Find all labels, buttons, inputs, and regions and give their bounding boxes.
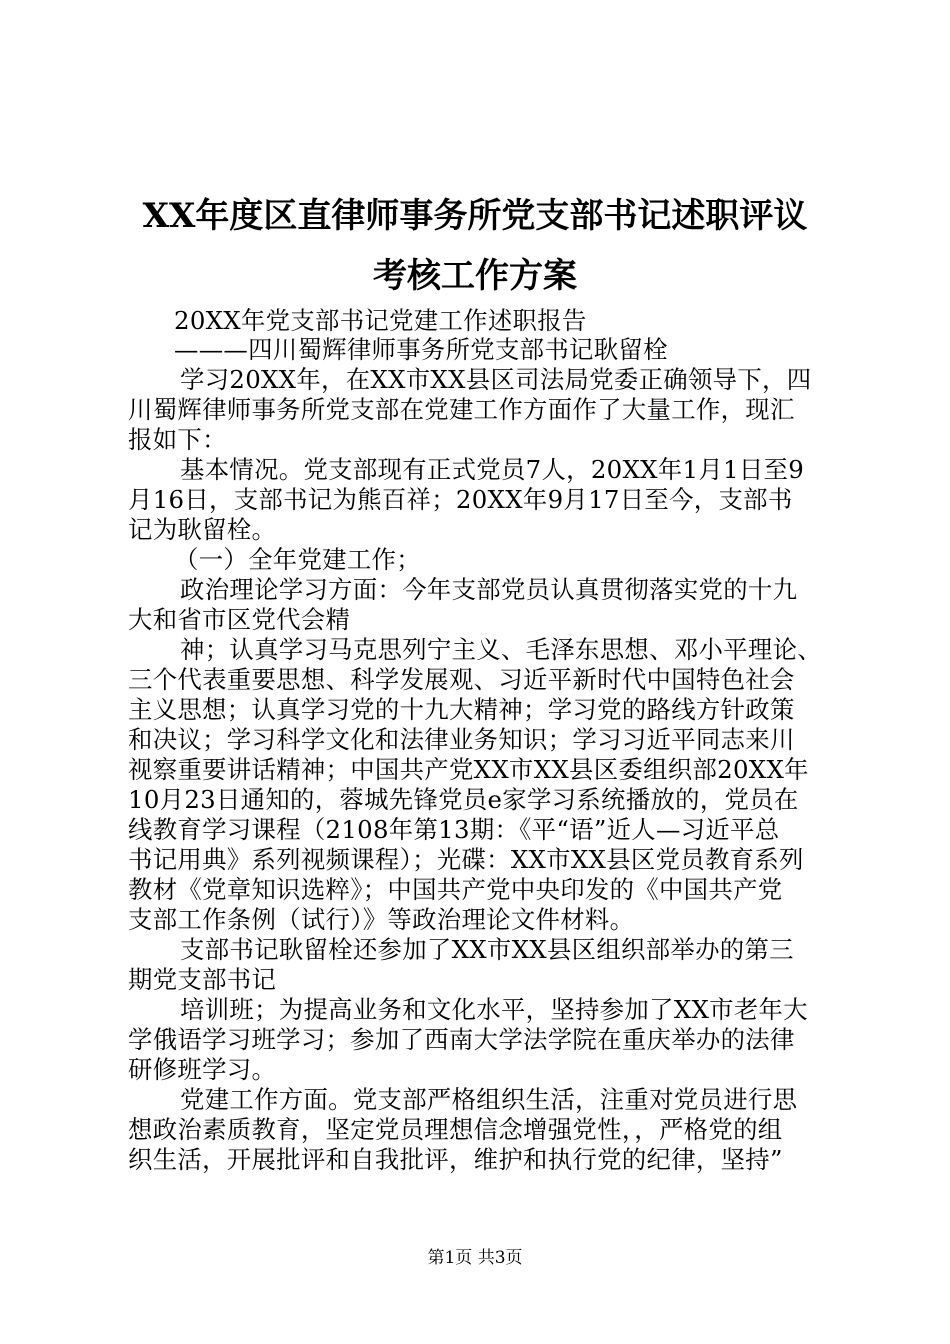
body-line: 期党支部书记	[128, 965, 277, 994]
body-line: ———四川蜀辉律师事务所党支部书记耿留栓	[174, 335, 668, 364]
body-line: 支部书记耿留栓还参加了XX市XX县区组织部举办的第三	[180, 935, 794, 964]
body-line: 政治理论学习方面：今年支部党员认真贯彻落实党的十九	[180, 575, 798, 604]
body-line: （一）全年党建工作；	[174, 545, 421, 574]
body-line: 大和省市区党代会精	[128, 605, 351, 634]
body-line: 20XX年党支部书记党建工作述职报告	[174, 306, 587, 335]
body-line: 想政治素质教育，坚定党员理想信念增强党性，，严格党的组	[128, 1115, 783, 1144]
body-line: 报如下：	[128, 425, 227, 454]
body-line: 川蜀辉律师事务所党支部在党建工作方面作了大量工作，现汇	[128, 395, 795, 424]
body-line: 党建工作方面。党支部严格组织生活，注重对党员进行思	[180, 1085, 798, 1114]
body-line: 书记用典》系列视频课程）；光碟：XX市XX县区党员教育系列	[128, 845, 804, 874]
body-line: 月16日，支部书记为熊百祥；20XX年9月17日至今，支部书	[128, 485, 793, 514]
body-line: 主义思想；认真学习党的十九大精神；学习党的路线方针政策	[128, 695, 795, 724]
page-footer: 第1页 共3页	[427, 1248, 523, 1268]
body-line: 神；认真学习马克思列宁主义、毛泽东思想、邓小平理论、	[180, 635, 822, 664]
body-line: 培训班；为提高业务和文化水平，坚持参加了XX市老年大	[180, 995, 808, 1024]
body-line: 三个代表重要思想、科学发展观、习近平新时代中国特色社会	[128, 665, 795, 694]
body-line: 织生活，开展批评和自我批评，维护和执行党的纪律，坚持”	[128, 1145, 783, 1174]
body-line: 学俄语学习班学习；参加了西南大学法学院在重庆举办的法律	[128, 1025, 795, 1054]
body-line: 基本情况。党支部现有正式党员7人，20XX年1月1日至9	[180, 455, 805, 484]
body-line: 学习20XX年，在XX市XX县区司法局党委正确领导下，四	[180, 365, 812, 394]
body-line: 记为耿留栓。	[128, 515, 277, 544]
body-line: 研修班学习。	[128, 1055, 277, 1084]
body-line: 支部工作条例（试行）》等政治理论文件材料。	[128, 905, 635, 934]
body-line: 和决议；学习科学文化和法律业务知识；学习习近平同志来川	[128, 725, 795, 754]
body-line: 视察重要讲话精神；中国共产党XX市XX县区委组织部20XX年	[128, 755, 809, 784]
document-title-line-1: XX年度区直律师事务所党支部书记述职评议	[142, 196, 808, 236]
body-line: 10月23日通知的，蓉城先锋党员e家学习系统播放的，党员在	[128, 785, 799, 814]
body-line: 教材《党章知识选粹》；中国共产党中央印发的《中国共产党	[128, 875, 783, 904]
body-line: 线教育学习课程（2108年第13期：《平“语”近人—习近平总	[128, 815, 780, 844]
document-title-line-2: 考核工作方案	[373, 256, 577, 296]
